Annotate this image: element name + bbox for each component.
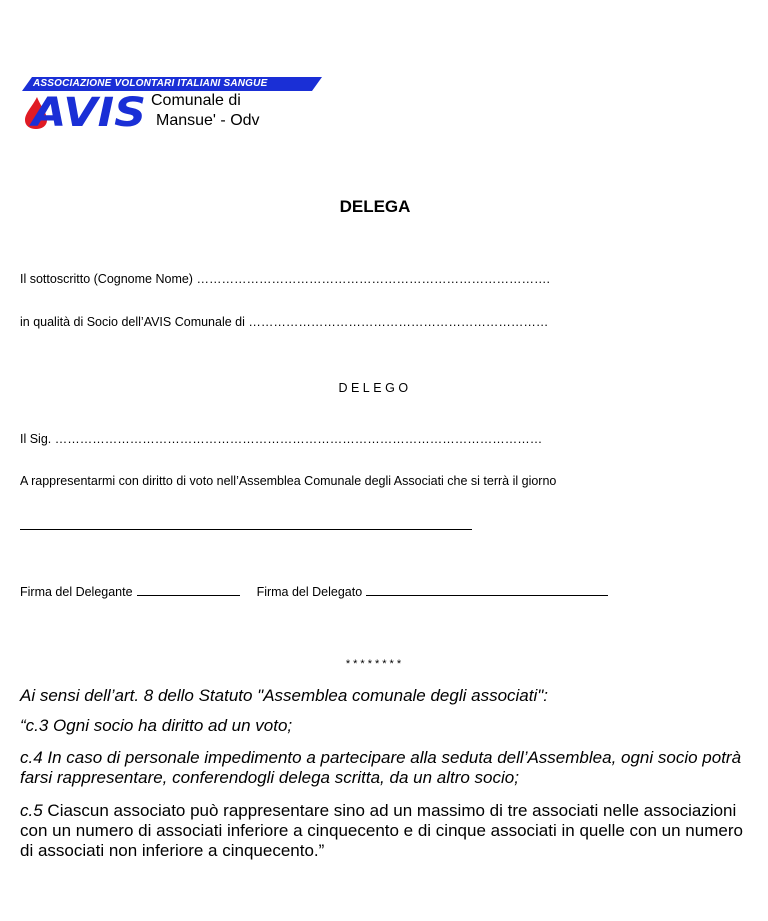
statute-c5-text: Ciascun associato può rappresentare sino ad un massimo di tre associati nelle associazioni con un numero di associati inferiore a cinquecento e di cinque associati in quelle con un numero di associati non inferiore a cinquecento.” bbox=[20, 801, 743, 860]
statute-c5-prefix: c.5 bbox=[20, 801, 43, 820]
statute-c3-text: “c.3 Ogni socio ha diritto ad un voto; bbox=[20, 716, 293, 735]
delegante-signature-label: Firma del Delegante bbox=[20, 585, 133, 599]
delegate-name-line: Il Sig. ……………………………………………………………………………………………………… bbox=[20, 432, 543, 446]
statute-c5 bbox=[20, 801, 750, 861]
delegato-signature-label: Firma del Delegato bbox=[256, 585, 363, 599]
delegato-signature-blank bbox=[366, 583, 608, 596]
logo-subtitle-line2: Mansue' - Odv bbox=[156, 112, 260, 129]
member-of-line: in qualità di Socio dell’AVIS Comunale di ……………………………………………………………… bbox=[20, 315, 549, 329]
delego-heading: DELEGO bbox=[338, 381, 412, 395]
avis-logo-icon bbox=[22, 93, 148, 129]
document-title: DELEGA bbox=[339, 197, 411, 216]
statute-intro bbox=[20, 686, 750, 706]
logo-subtitle-line1: Comunale di bbox=[151, 92, 241, 109]
delegante-signature-blank bbox=[137, 583, 240, 596]
signature-row bbox=[20, 583, 608, 599]
statute-c4 bbox=[20, 748, 750, 788]
separator-stars: ******** bbox=[345, 658, 405, 670]
statute-c4-text: c.4 In caso di personale impedimento a partecipare alla seduta dell’Assemblea, ogni socio potrà farsi rappresentare, conferendogli delega scritta, da un altro socio; bbox=[20, 748, 742, 787]
logo-banner-text: ASSOCIAZIONE VOLONTARI ITALIANI SANGUE bbox=[33, 78, 268, 89]
represent-statement: A rappresentarmi con diritto di voto nell’Assemblea Comunale degli Associati che si terrà il giorno bbox=[20, 474, 557, 488]
date-blank-line bbox=[20, 529, 472, 530]
subscriber-name-line: Il sottoscritto (Cognome Nome) …………………………………………………………………………. bbox=[20, 272, 550, 286]
statute-intro-text: Ai sensi dell’art. 8 dello Statuto "Assemblea comunale degli associati": bbox=[20, 686, 549, 705]
logo-wordmark: AVIS bbox=[28, 93, 146, 129]
statute-c3 bbox=[20, 716, 750, 736]
